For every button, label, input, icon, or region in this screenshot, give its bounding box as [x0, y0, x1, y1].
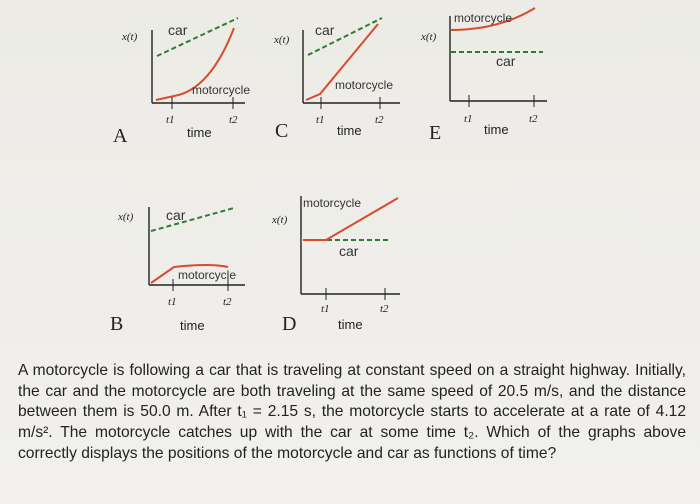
t1-label: t1	[321, 303, 330, 315]
option-letter-d: D	[282, 313, 297, 335]
motorcycle-label: motorcycle	[335, 78, 394, 92]
car-label: car	[315, 22, 335, 38]
motorcycle-label: motorcycle	[303, 196, 362, 210]
graph-d	[270, 190, 440, 330]
time-axis-label: time	[484, 122, 509, 137]
t1-label: t1	[166, 114, 175, 126]
motorcycle-label: motorcycle	[178, 268, 237, 282]
t2-label: t2	[229, 114, 238, 126]
option-letter-c: C	[275, 120, 289, 142]
car-label: car	[339, 243, 359, 259]
option-letter-e: E	[429, 122, 442, 144]
position-axis-label: x(t)	[118, 211, 134, 223]
position-axis-label: x(t)	[272, 214, 288, 226]
t2-label: t2	[223, 296, 232, 308]
motorcycle-label: motorcycle	[192, 83, 251, 97]
time-axis-label: time	[180, 318, 205, 333]
motorcycle-label: motorcycle	[454, 11, 513, 25]
t1-label: t1	[168, 296, 177, 308]
question-text: A motorcycle is following a car that is traveling at constant speed on a straight highway. Initially, the car and the motorcycle are both traveling at the same speed of 20.5 m/s, and the distance between them is 50.0 m. After t₁ = 2.15 s, the motorcycle starts to accelerate at a rate of 4.12 m/s². The motorcycle catches up with the car at some time t₂. Which of the graphs above correctly displays the positions of the motorcycle and car as functions of time?	[18, 362, 686, 462]
graph-a	[110, 10, 280, 150]
graph-b	[110, 195, 280, 335]
t1-label: t1	[316, 114, 325, 126]
time-axis-label: time	[338, 317, 363, 332]
car-line	[151, 208, 234, 231]
option-letter-b: B	[110, 313, 124, 335]
time-axis-label: time	[337, 123, 362, 138]
graph-e	[415, 2, 585, 142]
t2-label: t2	[529, 113, 538, 125]
position-axis-label: x(t)	[122, 31, 138, 43]
t2-label: t2	[375, 114, 384, 126]
t2-label: t2	[380, 303, 389, 315]
time-axis-label: time	[187, 125, 212, 140]
t1-label: t1	[464, 113, 473, 125]
option-letter-a: A	[113, 125, 128, 147]
position-axis-label: x(t)	[421, 31, 437, 43]
car-label: car	[168, 22, 188, 38]
car-label: car	[166, 207, 186, 223]
position-axis-label: x(t)	[274, 34, 290, 46]
car-label: car	[496, 53, 516, 69]
